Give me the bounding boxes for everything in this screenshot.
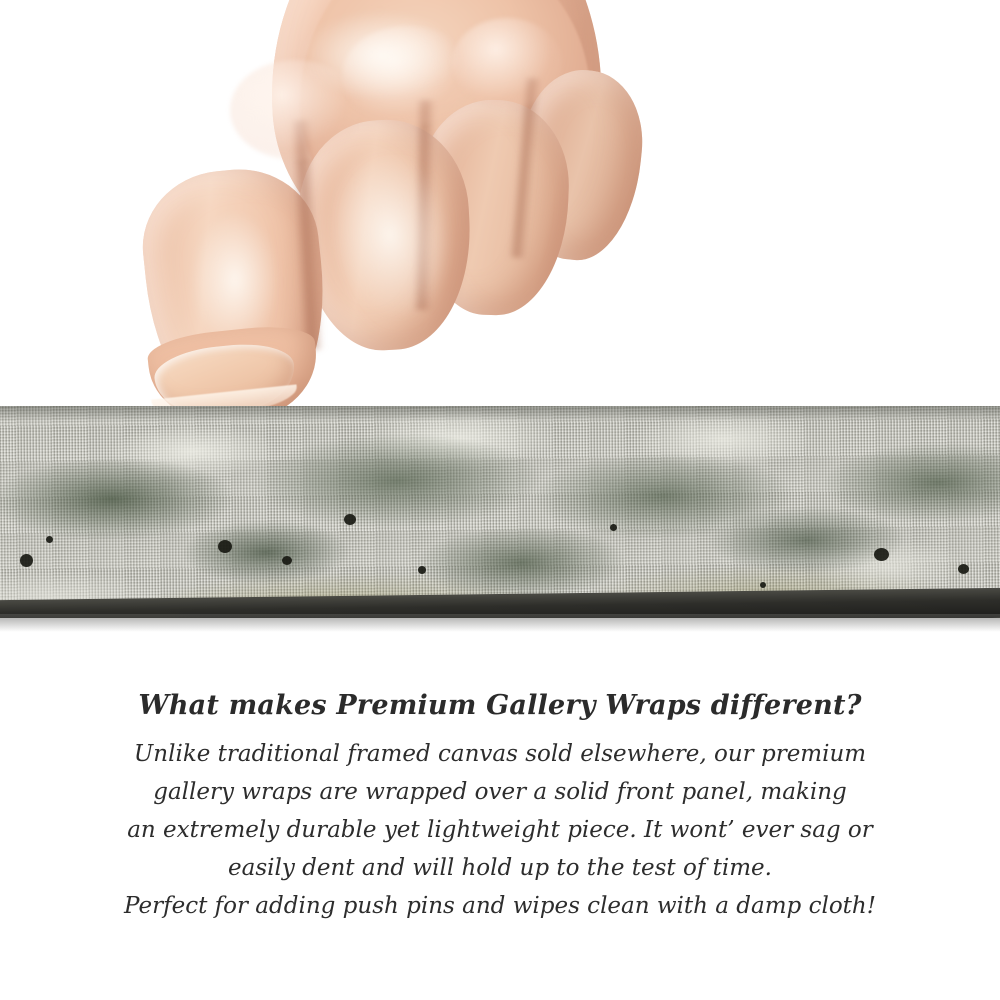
skin-highlight	[300, 10, 460, 100]
canvas-speck	[874, 548, 889, 561]
canvas-drop-shadow	[0, 614, 1000, 632]
caption-heading: What makes Premium Gallery Wraps different?	[138, 690, 862, 721]
canvas-top-shadow	[0, 406, 1000, 422]
canvas-speck	[418, 566, 426, 574]
canvas-speck	[218, 540, 232, 553]
canvas-speck	[344, 514, 356, 525]
skin-highlight	[319, 142, 461, 327]
human-hand-curled-fingers	[0, 0, 1000, 410]
canvas-speck	[20, 554, 33, 567]
caption-block	[0, 690, 1000, 925]
canvas-speck	[760, 582, 766, 588]
premium-gallery-wrap-edge	[0, 406, 1000, 618]
caption-line: gallery wraps are wrapped over a solid front panel, making	[153, 779, 847, 805]
caption-line: easily dent and will hold up to the test of time.	[228, 855, 772, 881]
canvas-speck	[46, 536, 53, 543]
caption-line: an extremely durable yet lightweight piece. It wont’ ever sag or	[127, 817, 873, 843]
caption-line: Unlike traditional framed canvas sold elsewhere, our premium	[133, 741, 867, 767]
caption-body	[0, 735, 1000, 925]
knuckle-highlight	[452, 18, 562, 108]
canvas-speck	[282, 556, 292, 565]
caption-line: Perfect for adding push pins and wipes clean with a damp cloth!	[124, 893, 876, 919]
canvas-weave-texture	[0, 406, 1000, 618]
canvas-speck	[610, 524, 617, 531]
canvas-speck	[958, 564, 969, 574]
